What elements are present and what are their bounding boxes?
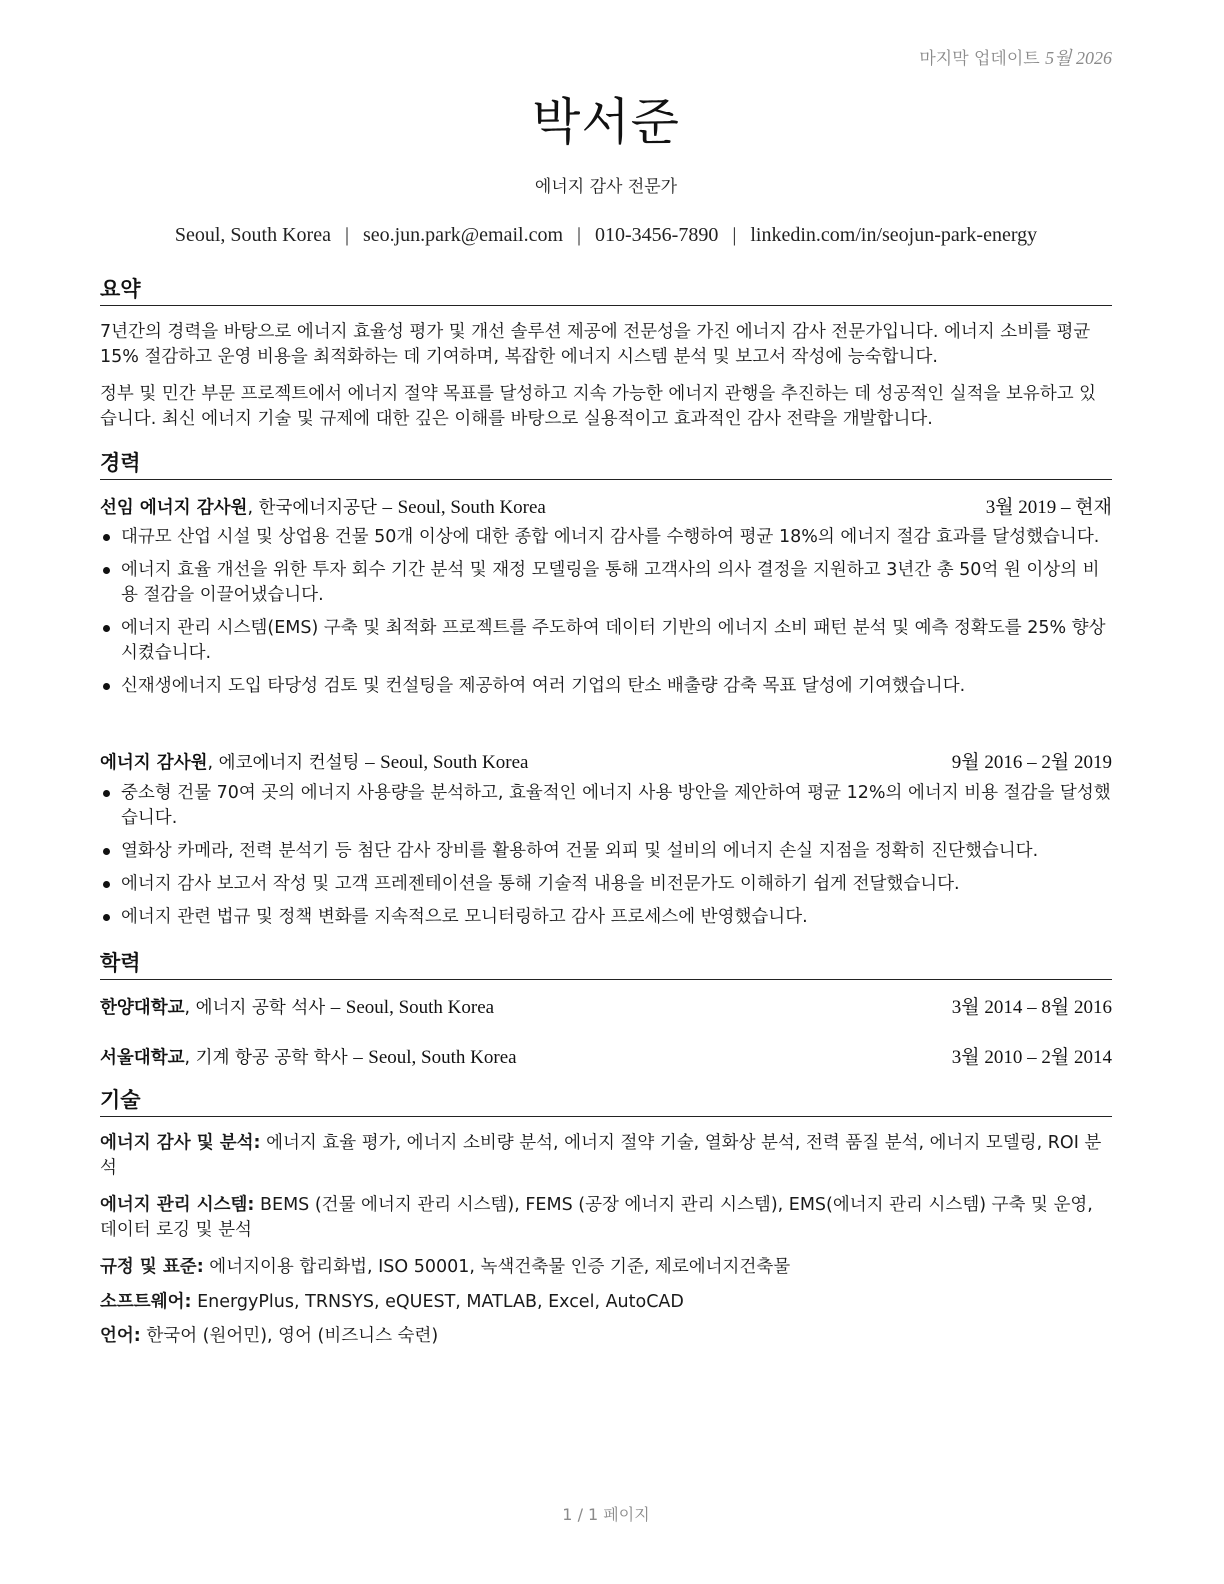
list-item: 에너지 감사 보고서 작성 및 고객 프레젠테이션을 통해 기술적 내용을 비전문가도 이해하기 쉽게 전달했습니다.	[100, 872, 1112, 897]
skill-row	[100, 1290, 1112, 1315]
skill-value: 한국어 (원어민), 영어 (비즈니스 숙련)	[146, 1326, 439, 1346]
contact-line	[100, 224, 1112, 247]
candidate-name: 박서준	[532, 93, 680, 151]
skill-label: 소프트웨어:	[100, 1292, 192, 1312]
school-location: Seoul, South Korea	[345, 997, 495, 1018]
contact-separator: |	[577, 224, 582, 246]
contact-separator: |	[344, 224, 349, 246]
list-item: 대규모 산업 시설 및 상업용 건물 50개 이상에 대한 종합 에너지 감사를 수행하여 평균 18%의 에너지 절감 효과를 달성했습니다.	[100, 525, 1112, 550]
contact-phone: 010-3456-7890	[595, 224, 719, 246]
skill-label: 규정 및 표준:	[100, 1257, 204, 1277]
education-entry: 서울대학교, 기계 항공 공학 학사 – Seoul, South Korea 3월 2010 – 2월 2014	[100, 1045, 1112, 1071]
page-number: 1 / 1 페이지	[562, 1505, 650, 1524]
list-item: 열화상 카메라, 전력 분석기 등 첨단 감사 장비를 활용하여 건물 외피 및 설비의 에너지 손실 지점을 정확히 진단했습니다.	[100, 839, 1112, 864]
job-title: 에너지 감사원	[100, 753, 208, 773]
contact-email[interactable]: seo.jun.park@email.com	[362, 224, 563, 246]
skill-value: 에너지 효율 평가, 에너지 소비량 분석, 에너지 절약 기술, 열화상 분석, 전력 품질 분석, 에너지 모델링, ROI 분석	[100, 1133, 1102, 1178]
job-location: Seoul, South Korea	[380, 752, 529, 773]
contact-separator: |	[732, 224, 737, 246]
job-dates: 9월 2016 – 2월 2019	[951, 752, 1112, 773]
education-dates: 3월 2010 – 2월 2014	[951, 1047, 1112, 1068]
school-name: 서울대학교	[100, 1048, 185, 1068]
contact-linkedin[interactable]: linkedin.com/in/seojun-park-energy	[750, 224, 1038, 246]
skill-label: 에너지 관리 시스템:	[100, 1195, 255, 1215]
education-dates: 3월 2014 – 8월 2016	[951, 997, 1112, 1018]
skill-value: EnergyPlus, TRNSYS, eQUEST, MATLAB, Excel, AutoCAD	[197, 1292, 684, 1312]
skill-value: BEMS (건물 에너지 관리 시스템), FEMS (공장 에너지 관리 시스템), EMS(에너지 관리 시스템) 구축 및 운영, 데이터 로깅 및 분석	[100, 1195, 1093, 1240]
job-header: 에너지 감사원, 에코에너지 컨설팅 – Seoul, South Korea 9월 2016 – 2월 2019	[100, 750, 1112, 776]
job-dates: 3월 2019 – 현재	[985, 497, 1112, 518]
section-heading-summary: 요약	[100, 276, 1112, 306]
school-name: 한양대학교	[100, 998, 185, 1018]
education-entry: 한양대학교, 에너지 공학 석사 – Seoul, South Korea 3월 2014 – 8월 2016	[100, 995, 1112, 1021]
job-bullets	[100, 525, 1112, 707]
last-updated-label: 마지막 업데이트	[919, 49, 1040, 69]
skill-label: 언어:	[100, 1326, 141, 1346]
school-location: Seoul, South Korea	[368, 1047, 517, 1068]
degree: 에너지 공학 석사	[195, 998, 326, 1018]
section-heading-experience: 경력	[100, 450, 1112, 480]
list-item: 신재생에너지 도입 타당성 검토 및 컨설팅을 제공하여 여러 기업의 탄소 배출량 감축 목표 달성에 기여했습니다.	[100, 674, 1112, 699]
summary-paragraph-1: 7년간의 경력을 바탕으로 에너지 효율성 평가 및 개선 솔루션 제공에 전문성을 가진 에너지 감사 전문가입니다. 에너지 소비를 평균 15% 절감하고 운영 비용을 최적화하는 데 기여하며, 복잡한 에너지 시스템 분석 및 보고서 작성에 능숙합니다.	[100, 322, 1091, 367]
skill-row	[100, 1255, 1112, 1280]
job-org: 한국에너지공단	[258, 498, 377, 518]
skill-row	[100, 1131, 1112, 1181]
candidate-title: 에너지 감사 전문가	[534, 177, 678, 197]
skill-label: 에너지 감사 및 분석:	[100, 1133, 261, 1153]
contact-location: Seoul, South Korea	[174, 224, 331, 246]
section-heading-skills: 기술	[100, 1087, 1112, 1117]
skill-row	[100, 1324, 1112, 1349]
resume-page	[100, 0, 1112, 1584]
last-updated-value: 5월 2026	[1045, 48, 1112, 68]
list-item: 에너지 효율 개선을 위한 투자 회수 기간 분석 및 재정 모델링을 통해 고객사의 의사 결정을 지원하고 3년간 총 50억 원 이상의 비용 절감을 이끌어냈습니다.	[100, 558, 1112, 608]
skill-value: 에너지이용 합리화법, ISO 50001, 녹색건축물 인증 기준, 제로에너지건축물	[209, 1257, 791, 1277]
job-org: 에코에너지 컨설팅	[218, 753, 360, 773]
summary-paragraph-2: 정부 및 민간 부문 프로젝트에서 에너지 절약 목표를 달성하고 지속 가능한 에너지 관행을 추진하는 데 성공적인 실적을 보유하고 있습니다. 최신 에너지 기술 및 규제에 대한 깊은 이해를 바탕으로 실용적이고 효과적인 감사 전략을 개발합니다.	[100, 384, 1097, 429]
job-bullets	[100, 781, 1112, 938]
list-item: 에너지 관리 시스템(EMS) 구축 및 최적화 프로젝트를 주도하여 데이터 기반의 에너지 소비 패턴 분석 및 예측 정확도를 25% 향상시켰습니다.	[100, 616, 1112, 666]
job-location: Seoul, South Korea	[397, 497, 546, 518]
section-heading-education: 학력	[100, 950, 1112, 980]
job-header: 선임 에너지 감사원, 한국에너지공단 – Seoul, South Korea 3월 2019 – 현재	[100, 495, 1112, 521]
job-title: 선임 에너지 감사원	[100, 498, 248, 518]
list-item: 에너지 관련 법규 및 정책 변화를 지속적으로 모니터링하고 감사 프로세스에 반영했습니다.	[100, 905, 1112, 930]
degree: 기계 항공 공학 학사	[195, 1048, 348, 1068]
list-item: 중소형 건물 70여 곳의 에너지 사용량을 분석하고, 효율적인 에너지 사용 방안을 제안하여 평균 12%의 에너지 비용 절감을 달성했습니다.	[100, 781, 1112, 831]
skill-row	[100, 1193, 1112, 1243]
last-updated	[919, 44, 1112, 70]
